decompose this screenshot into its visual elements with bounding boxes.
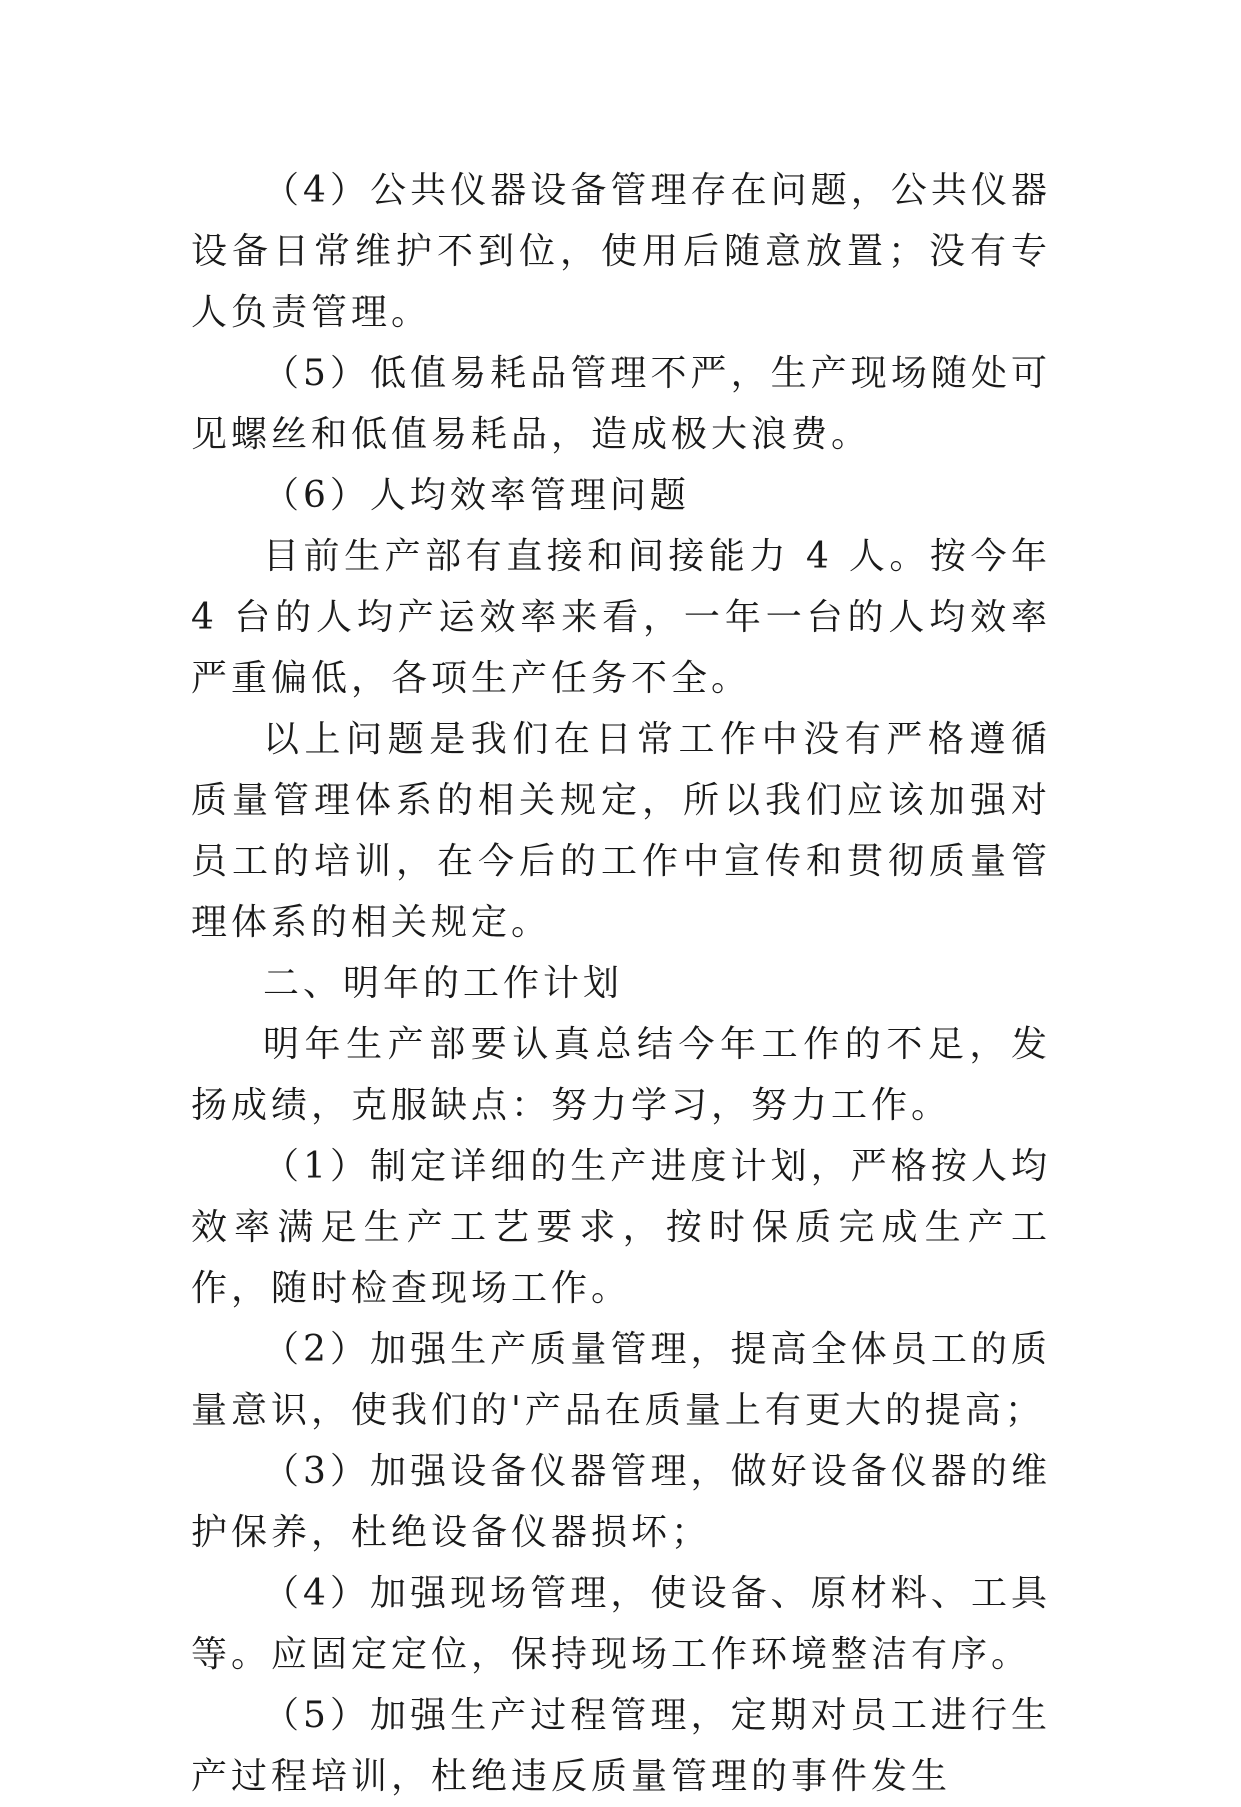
paragraph-item-6-efficiency-heading: （6）人均效率管理问题 (263, 475, 690, 516)
paragraph-plan-item-4: （4）加强现场管理，使设备、原材料、工具等。应固定定位，保持现场工作环境整洁有序。 (191, 1573, 1051, 1675)
paragraph-plan-item-2: （2）加强生产质量管理，提高全体员工的质量意识，使我们的'产品在质量上有更大的提高； (191, 1329, 1051, 1431)
paragraph-plan-item-1: （1）制定详细的生产进度计划，严格按人均效率满足生产工艺要求，按时保质完成生产工作，随时检查现场工作。 (191, 1146, 1051, 1309)
paragraph-problems-summary: 以上问题是我们在日常工作中没有严格遵循质量管理体系的相关规定，所以我们应该加强对员工的培训，在今后的工作中宣传和贯彻质量管理体系的相关规定。 (191, 719, 1051, 943)
paragraph-plan-item-3: （3）加强设备仪器管理，做好设备仪器的维护保养，杜绝设备仪器损坏； (191, 1451, 1051, 1553)
section-heading-next-year-plan: 二、明年的工作计划 (263, 963, 624, 1004)
document-body (191, 160, 1051, 1807)
paragraph-item-4-public-instruments: （4）公共仪器设备管理存在问题，公共仪器设备日常维护不到位，使用后随意放置；没有专人负责管理。 (191, 170, 1051, 333)
paragraph-plan-intro: 明年生产部要认真总结今年工作的不足，发扬成绩，克服缺点：努力学习，努力工作。 (191, 1024, 1051, 1126)
paragraph-efficiency-detail: 目前生产部有直接和间接能力 4 人。按今年 4 台的人均产运效率来看，一年一台的人均效率严重偏低，各项生产任务不全。 (191, 536, 1051, 699)
paragraph-plan-item-5: （5）加强生产过程管理，定期对员工进行生产过程培训，杜绝违反质量管理的事件发生 (191, 1695, 1051, 1797)
paragraph-item-5-consumables: （5）低值易耗品管理不严，生产现场随处可见螺丝和低值易耗品，造成极大浪费。 (191, 353, 1051, 455)
